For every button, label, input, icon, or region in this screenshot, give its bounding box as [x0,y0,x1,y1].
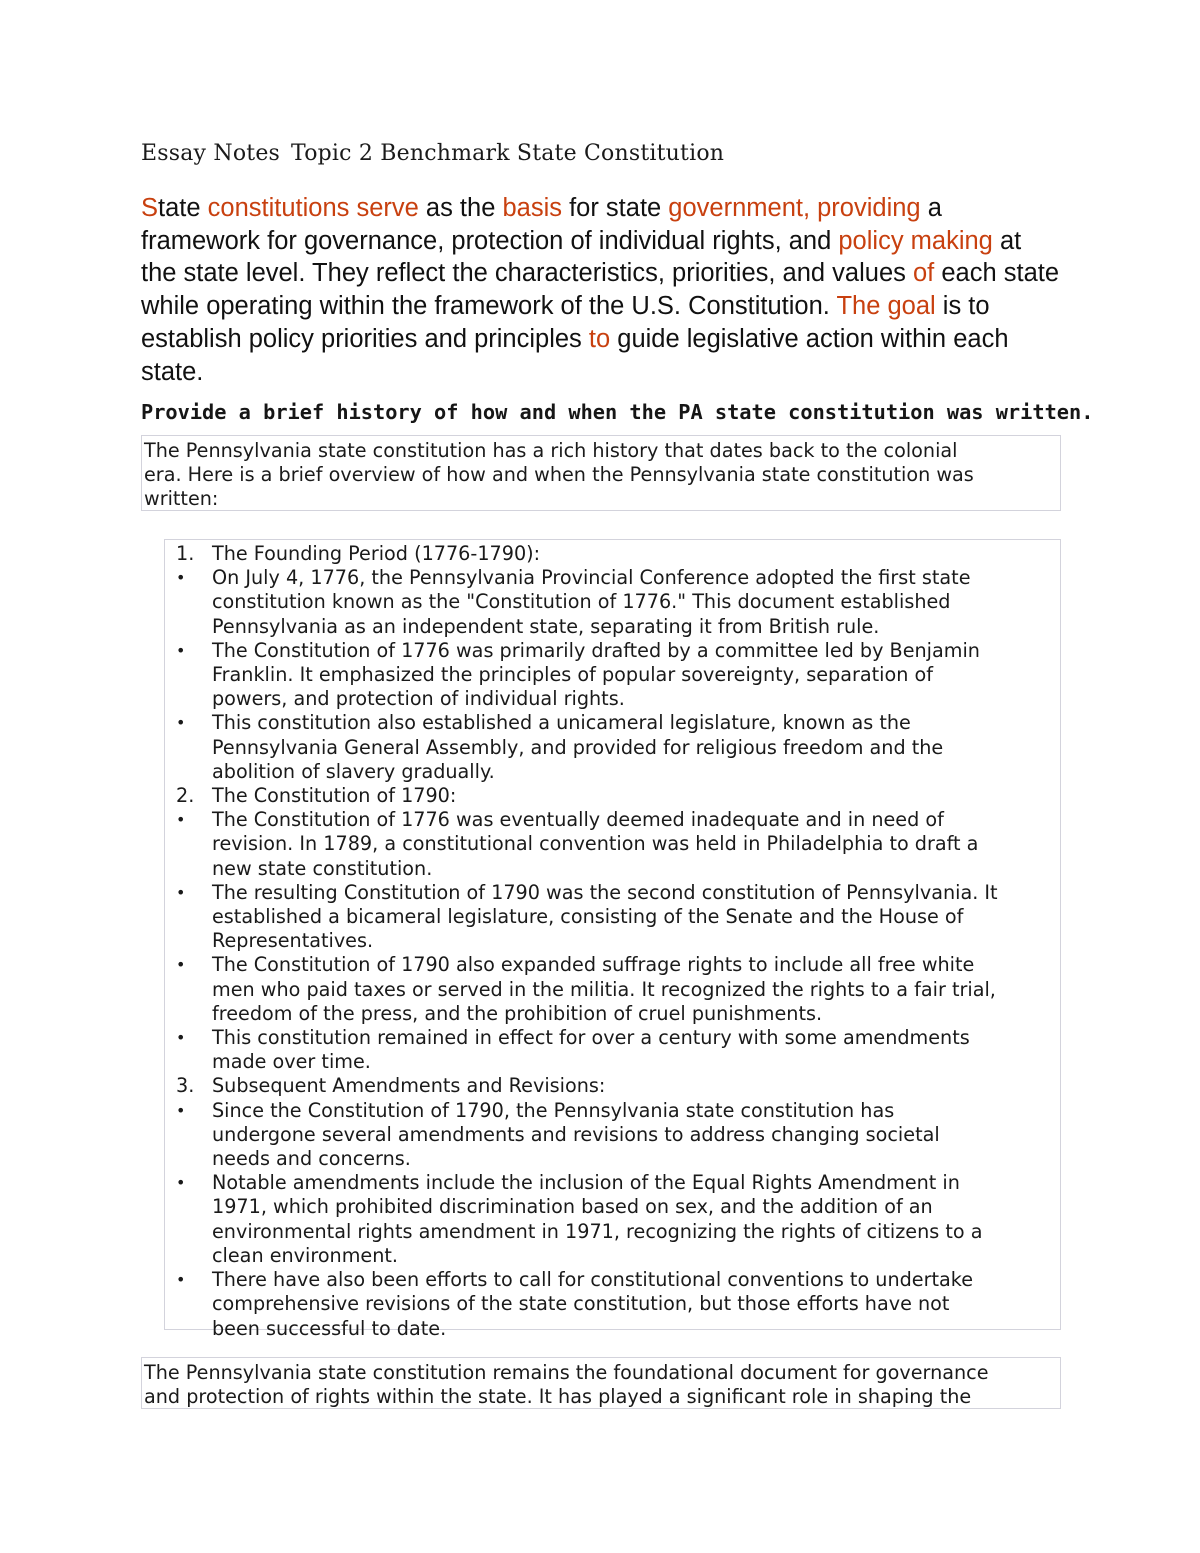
item-line: The Constitution of 1776 was eventually deemed inadequate and in need of [212,808,944,832]
item-line: There have also been efforts to call for constitutional conventions to undertake [212,1268,974,1292]
bullet-item [165,1026,1056,1074]
title-part-2: Topic 2 Benchmark State Constitution [291,141,725,166]
text-line: era. Here is a brief overview of how and when the Pennsylvania state constitution was [144,463,974,487]
item-line: The Founding Period (1776-1790): [212,542,541,565]
bullet-icon: • [176,882,186,902]
document-title [141,141,724,166]
item-number: 1. [176,542,195,565]
item-line: powers, and protection of individual rights. [212,687,625,711]
intro-text: guide legislative action within each state. [141,324,1009,386]
text-line: written: [144,487,219,511]
intro-text: a framework for governance, protection of individual rights, and [141,194,942,255]
bullet-item [165,566,1056,639]
bullet-icon: • [176,1270,186,1290]
item-line: 1971, which prohibited discrimination based on sex, and the addition of an [212,1195,933,1219]
text-line: and protection of rights within the state. It has played a significant role in shaping the [144,1385,972,1409]
bullet-icon: • [176,640,186,660]
conclusion-box [141,1357,1061,1409]
intro-text: each state while operating within the framework of the U.S. Constitution. [141,259,1060,321]
history-list-box [164,539,1061,1340]
item-line: freedom of the press, and the prohibition of cruel punishments. [212,1001,823,1025]
item-line: Pennsylvania General Assembly, and provided for religious freedom and the [212,735,944,759]
item-line: been successful to date. [212,1316,447,1340]
item-number: 2. [176,784,195,808]
bullet-icon: • [176,1028,186,1048]
bullet-item [165,711,1056,784]
text-line: The Pennsylvania state constitution has a rich history that dates back to the colonial [144,439,958,462]
highlighted-phrase: basis [502,194,562,222]
history-list [165,542,1056,1341]
item-line: The Constitution of 1790: [212,784,457,808]
bullet-icon: • [176,810,186,830]
highlighted-phrase: to [588,324,611,353]
item-line: Franklin. It emphasized the principles of popular sovereignty, separation of [212,663,933,687]
title-part-1: Essay Notes [141,141,281,166]
item-line: needs and concerns. [212,1147,411,1171]
item-line: The Constitution of 1790 also expanded suffrage rights to include all free white [212,953,975,977]
bullet-icon: • [176,1100,186,1120]
item-line: constitution known as the "Constitution of 1776." This document established [212,590,951,614]
item-line: abolition of slavery gradually. [212,759,495,783]
bullet-item [165,953,1056,1026]
highlighted-phrase: government, providing [668,194,921,222]
intro-paragraph [141,192,1061,388]
bullet-item [165,1171,1056,1268]
numbered-item [165,1074,1056,1098]
bullet-icon: • [176,1173,186,1193]
bullet-item [165,881,1056,954]
item-line: new state constitution. [212,856,433,880]
item-line: On July 4, 1776, the Pennsylvania Provincial Conference adopted the first state [212,566,971,590]
item-line: established a bicameral legislature, consisting of the Senate and the House of [212,905,964,929]
bullet-icon: • [176,955,186,975]
item-line: This constitution also established a unicameral legislature, known as the [212,711,911,735]
item-line: This constitution remained in effect for over a century with some amendments [212,1026,970,1050]
highlighted-phrase: constitutions serve [207,194,419,222]
question-heading: Provide a brief history of how and when the PA state constitution was written. [141,400,1094,424]
bullet-item [165,808,1056,881]
highlighted-phrase: of [912,259,935,288]
item-line: The resulting Constitution of 1790 was the second constitution of Pennsylvania. It [212,880,998,904]
item-line: revision. In 1789, a constitutional convention was held in Philadelphia to draft a [212,832,979,856]
item-line: comprehensive revisions of the state constitution, but those efforts have not [212,1292,950,1316]
bullet-item [165,1268,1056,1341]
answer-intro-box [141,435,1061,511]
bullet-item [165,639,1056,712]
highlighted-phrase: The goal [836,292,936,321]
item-line: Since the Constitution of 1790, the Pennsylvania state constitution has [212,1098,895,1122]
intro-text: is to establish policy priorities and principles [141,292,990,353]
item-line: Pennsylvania as an independent state, separating it from British rule. [212,614,880,638]
item-line: clean environment. [212,1243,399,1267]
intro-text: for state [562,194,669,222]
numbered-item [165,784,1056,808]
text-line: The Pennsylvania state constitution remains the foundational document for governance [144,1361,989,1384]
intro-text: tate [158,194,208,222]
item-line: made over time. [212,1050,371,1074]
item-line: men who paid taxes or served in the militia. It recognized the rights to a fair trial, [212,977,996,1001]
item-line: Notable amendments include the inclusion of the Equal Rights Amendment in [212,1171,960,1195]
bullet-icon: • [176,713,186,733]
highlighted-phrase: policy making [838,226,993,255]
intro-text: as the [418,194,503,222]
item-number: 3. [176,1074,195,1098]
item-line: Representatives. [212,929,374,953]
item-line: Subsequent Amendments and Revisions: [212,1074,606,1098]
highlighted-phrase: S [141,194,159,222]
intro-text: at the state level. They reflect the characteristics, priorities, and values [141,226,1022,288]
bullet-item [165,1099,1056,1172]
item-line: undergone several amendments and revisions to address changing societal [212,1122,940,1146]
bullet-icon: • [176,568,186,588]
numbered-item [165,542,1056,566]
item-line: environmental rights amendment in 1971, recognizing the rights of citizens to a [212,1219,983,1243]
item-line: The Constitution of 1776 was primarily drafted by a committee led by Benjamin [212,638,980,662]
